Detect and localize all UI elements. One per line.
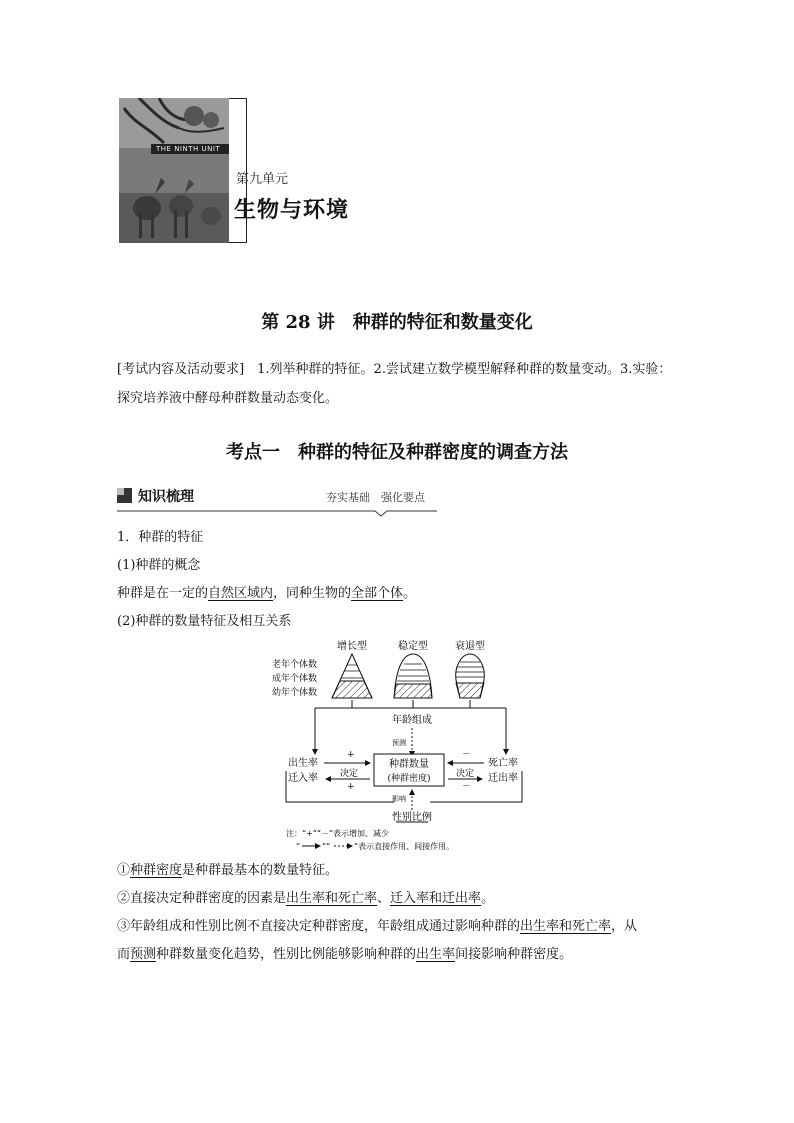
point-text: 间接影响种群密度。: [455, 947, 573, 962]
point-blank: 预测: [130, 947, 157, 962]
immigration-rate-label: 迁入率: [288, 773, 318, 784]
point-blank: 迁入率和迁出率: [390, 891, 482, 906]
note-line1: 注：“+”“－”表示增加、减少: [286, 829, 390, 838]
note-line2: [296, 841, 454, 851]
plus-bottom-left: +: [347, 782, 355, 792]
point-3-line2: [117, 945, 572, 965]
point-text: 是种群最基本的数量特征。: [182, 863, 339, 878]
point-blank: 出生率和死亡率: [520, 919, 612, 934]
emigration-rate-label: 迁出率: [488, 773, 518, 784]
type-stable-label: 稳定型: [398, 641, 428, 652]
definition-blank: 全部个体: [351, 586, 404, 601]
point-1: [117, 861, 338, 881]
point-text: 种群数量变化趋势，性别比例能够影响种群的: [156, 947, 417, 962]
influence-label: 影响: [392, 795, 406, 803]
definition-text: ，同种生物的: [273, 586, 352, 601]
unit-frame-bottom: [229, 242, 246, 243]
density-line1: 种群数量: [389, 759, 429, 770]
point-blank: 出生率和死亡率: [286, 891, 378, 906]
unit-cover-image: [119, 98, 229, 243]
age-adult-label: 成年个体数: [272, 674, 318, 684]
age-old-label: 老年个体数: [272, 660, 318, 670]
type-growth-label: 增长型: [337, 641, 367, 652]
point-text: 。: [481, 891, 495, 906]
population-features-diagram: [270, 636, 530, 854]
point-text: ③年龄组成和性别比例不直接决定种群密度，年龄组成通过影响种群的: [117, 919, 521, 934]
age-structure-label: 年龄组成: [392, 715, 432, 726]
point-text: ①: [117, 863, 131, 878]
svg-text:“: “: [296, 842, 301, 851]
age-young-label: 幼年个体数: [272, 688, 318, 698]
point-blank: 出生率: [416, 947, 456, 962]
section-subtitle: 夯实基础 强化要点: [326, 491, 425, 504]
unit-english-label: THE NINTH UNIT: [156, 145, 221, 153]
point-3-line1: [117, 917, 637, 937]
point-2: [117, 889, 494, 909]
definition-text: 种群是在一定的: [117, 586, 209, 601]
heading-population-features: 1．种群的特征: [117, 530, 204, 545]
definition-blank: 自然区域内: [208, 586, 274, 601]
definition-text: 。: [403, 586, 417, 601]
plus-top-left: +: [347, 750, 355, 760]
type-decline-label: 衰退型: [455, 641, 485, 652]
section-label: 知识梳理: [138, 489, 194, 505]
minus-top-right: －: [462, 750, 472, 760]
exam-point-title: 考点一 种群的特征及种群密度的调查方法: [226, 442, 568, 463]
point-text: 、: [377, 891, 391, 906]
birth-rate-label: 出生率: [288, 758, 318, 769]
point-text: 而: [117, 947, 131, 962]
decide-right: 决定: [456, 769, 475, 779]
unit-frame-top: [229, 98, 246, 99]
point-text: ，从: [611, 919, 638, 934]
heading-quantity-features: (2)种群的数量特征及相互关系: [117, 614, 292, 629]
point-text: ②直接决定种群密度的因素是: [117, 891, 287, 906]
growth-pyramid: [332, 654, 372, 698]
unit-number-label: 第九单元: [236, 172, 289, 187]
unit-title: 生物与环境: [234, 198, 350, 223]
density-line2: (种群密度): [387, 774, 431, 784]
svg-text:”“: ”“: [322, 842, 331, 851]
section-divider: [117, 510, 447, 518]
point-blank: 种群密度: [130, 863, 183, 878]
decide-left: 决定: [340, 769, 359, 779]
exam-requirements: [考试内容及活动要求] 1.列举种群的特征。2.尝试建立数学模型解释种群的数量变动。3.实验：探究培养液中酵母种群数量动态变化。: [117, 362, 672, 406]
svg-text:”表示直接作用、间接作用。: ”表示直接作用、间接作用。: [354, 842, 455, 851]
stable-pyramid: [394, 654, 432, 698]
death-rate-label: 死亡率: [488, 758, 518, 769]
decline-pyramid: [456, 654, 485, 698]
population-definition: [117, 584, 416, 604]
sex-ratio-label: 性别比例: [392, 812, 432, 823]
lecture-title: 第 28 讲 种群的特征和数量变化: [261, 312, 533, 333]
minus-bottom-right: －: [462, 782, 472, 792]
heading-population-concept: (1)种群的概念: [117, 558, 201, 573]
section-marker-notch: [117, 488, 124, 495]
predict-label: 预测: [392, 739, 406, 747]
